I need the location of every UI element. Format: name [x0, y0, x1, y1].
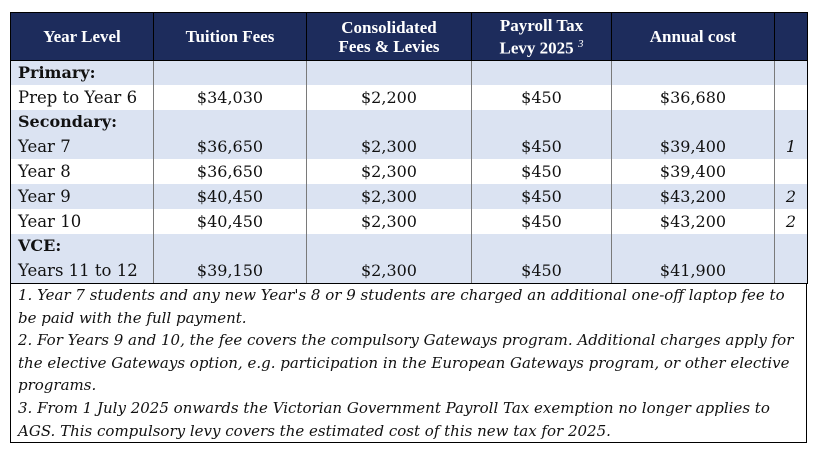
payroll-cell: $450 — [472, 209, 612, 234]
payroll-cell: $450 — [472, 159, 612, 184]
annual-cell: $36,680 — [612, 85, 775, 110]
fee-schedule — [10, 12, 807, 443]
payroll-cell: $450 — [472, 134, 612, 159]
empty-cell — [612, 234, 775, 258]
tuition-cell: $36,650 — [154, 134, 307, 159]
empty-cell — [154, 110, 307, 134]
header-consolidated-line2: Fees & Levies — [338, 36, 440, 56]
empty-cell — [775, 234, 808, 258]
levies-cell: $2,300 — [307, 209, 472, 234]
table-row — [11, 184, 808, 209]
section-row-secondary — [11, 110, 808, 134]
empty-cell — [307, 234, 472, 258]
levies-cell: $2,200 — [307, 85, 472, 110]
header-notes — [775, 13, 808, 61]
header-payroll-line2: Levy 2025 — [499, 38, 574, 58]
section-row-primary — [11, 61, 808, 86]
table-row — [11, 159, 808, 184]
table-row — [11, 209, 808, 234]
tuition-cell: $34,030 — [154, 85, 307, 110]
section-label-vce: VCE: — [11, 234, 154, 258]
table-row — [11, 85, 808, 110]
table-row — [11, 258, 808, 284]
year-level-cell: Year 9 — [11, 184, 154, 209]
note-cell — [775, 159, 808, 184]
levies-cell: $2,300 — [307, 134, 472, 159]
tuition-cell: $40,450 — [154, 184, 307, 209]
table-row — [11, 134, 808, 159]
levies-cell: $2,300 — [307, 159, 472, 184]
year-level-cell: Years 11 to 12 — [11, 258, 154, 284]
empty-cell — [154, 234, 307, 258]
note-cell: 2 — [775, 184, 808, 209]
annual-cell: $41,900 — [612, 258, 775, 284]
header-tuition-fees: Tuition Fees — [154, 13, 307, 61]
levies-cell: $2,300 — [307, 184, 472, 209]
footnote-3: 3. From 1 July 2025 onwards the Victorian Government Payroll Tax exemption no longer applies to AGS. This compulsory levy covers the estimated cost of this new tax for 2025. — [18, 398, 770, 440]
footnote-2: 2. For Years 9 and 10, the fee covers the compulsory Gateways program. Additional charges apply for the elective Gateways option, e.g. participation in the European Gateways program, or other elective programs. — [18, 331, 794, 395]
empty-cell — [472, 61, 612, 86]
empty-cell — [154, 61, 307, 86]
empty-cell — [775, 110, 808, 134]
annual-cell: $39,400 — [612, 134, 775, 159]
note-cell: 2 — [775, 209, 808, 234]
empty-cell — [775, 61, 808, 86]
header-consolidated-fees — [307, 13, 472, 61]
tuition-cell: $36,650 — [154, 159, 307, 184]
note-cell — [775, 85, 808, 110]
year-level-cell: Year 8 — [11, 159, 154, 184]
note-cell: 1 — [775, 134, 808, 159]
section-row-vce — [11, 234, 808, 258]
annual-cell: $39,400 — [612, 159, 775, 184]
header-payroll-footnote-ref: 3 — [577, 37, 584, 50]
header-payroll-line1: Payroll Tax — [499, 15, 584, 35]
empty-cell — [612, 110, 775, 134]
header-row — [11, 13, 808, 61]
section-label-secondary: Secondary: — [11, 110, 154, 134]
tuition-cell: $40,450 — [154, 209, 307, 234]
year-level-cell: Year 10 — [11, 209, 154, 234]
empty-cell — [472, 234, 612, 258]
fee-table — [10, 12, 808, 284]
levies-cell: $2,300 — [307, 258, 472, 284]
header-payroll-tax — [472, 13, 612, 61]
header-annual-cost: Annual cost — [612, 13, 775, 61]
empty-cell — [307, 110, 472, 134]
year-level-cell: Prep to Year 6 — [11, 85, 154, 110]
note-cell — [775, 258, 808, 284]
tuition-cell: $39,150 — [154, 258, 307, 284]
empty-cell — [612, 61, 775, 86]
empty-cell — [307, 61, 472, 86]
header-consolidated-line1: Consolidated — [341, 17, 437, 37]
annual-cell: $43,200 — [612, 184, 775, 209]
payroll-cell: $450 — [472, 258, 612, 284]
payroll-cell: $450 — [472, 85, 612, 110]
annual-cell: $43,200 — [612, 209, 775, 234]
footnote-1: 1. Year 7 students and any new Year's 8 or 9 students are charged an additional one-off laptop fee to be paid with the full payment. — [18, 286, 785, 327]
section-label-primary: Primary: — [11, 61, 154, 86]
empty-cell — [472, 110, 612, 134]
footnotes — [10, 284, 807, 443]
header-year-level: Year Level — [11, 13, 154, 61]
year-level-cell: Year 7 — [11, 134, 154, 159]
payroll-cell: $450 — [472, 184, 612, 209]
